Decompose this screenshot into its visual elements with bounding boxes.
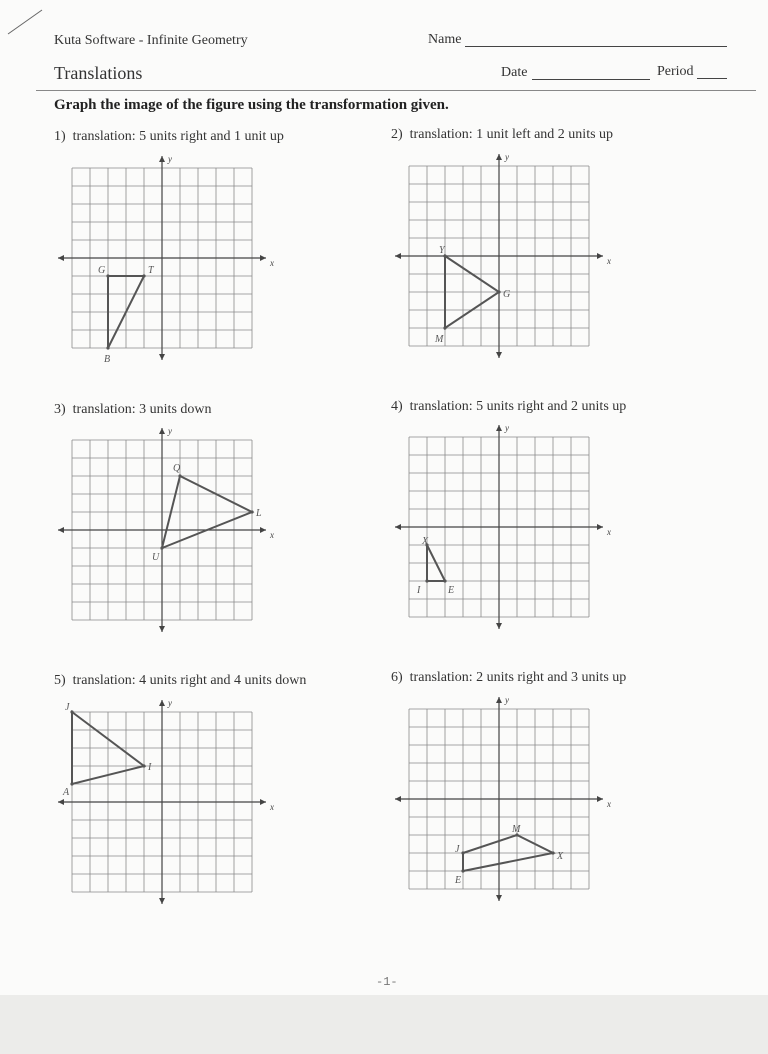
vertex-G xyxy=(497,290,500,293)
vertex-L xyxy=(250,510,253,513)
graph-2[interactable] xyxy=(379,146,619,386)
vertex-label-G: G xyxy=(98,265,106,276)
graph-4[interactable] xyxy=(379,417,619,657)
y-axis-arrow-up xyxy=(496,425,502,431)
y-axis-arrow-up xyxy=(159,428,165,434)
vertex-T xyxy=(142,274,145,277)
vertex-label-I: I xyxy=(417,585,421,596)
page-number: -1- xyxy=(376,975,398,989)
vertex-J xyxy=(70,710,73,713)
x-axis-arrow-right xyxy=(597,796,603,802)
problem-4-label: 4) translation: 5 units right and 2 units up xyxy=(391,399,627,414)
x-axis-label: x xyxy=(607,799,611,809)
x-axis-arrow-right xyxy=(597,524,603,530)
vertex-label-J: J xyxy=(65,702,70,713)
x-axis-arrow-left xyxy=(58,799,64,805)
y-axis-arrow-down xyxy=(496,623,502,629)
vertex-label-I: I xyxy=(148,762,152,773)
vertex-label-B: B xyxy=(104,354,111,365)
x-axis-arrow-right xyxy=(260,527,266,533)
period-field[interactable] xyxy=(697,78,727,79)
vertex-E xyxy=(443,579,446,582)
vertex-I xyxy=(425,579,428,582)
vertex-label-E: E xyxy=(455,875,462,886)
vertex-G xyxy=(106,274,109,277)
vertex-label-U: U xyxy=(152,552,160,563)
period-label: Period xyxy=(657,64,694,79)
x-axis-arrow-left xyxy=(395,796,401,802)
vertex-label-A: A xyxy=(63,787,70,798)
vertex-I xyxy=(142,764,145,767)
y-axis-arrow-up xyxy=(159,700,165,706)
x-axis-label: x xyxy=(607,527,611,537)
page-title: Translations xyxy=(54,63,143,83)
vertex-label-G: G xyxy=(503,289,511,300)
y-axis-arrow-up xyxy=(159,156,165,162)
graph-1[interactable] xyxy=(42,148,282,388)
vertex-label-J: J xyxy=(455,844,460,855)
date-field[interactable] xyxy=(532,79,650,80)
vertex-B xyxy=(106,346,109,349)
y-axis-arrow-down xyxy=(496,895,502,901)
vertex-A xyxy=(70,782,73,785)
vertex-label-X: X xyxy=(557,851,564,862)
name-field[interactable] xyxy=(465,46,727,47)
date-label: Date xyxy=(501,65,528,80)
vertex-U xyxy=(160,546,163,549)
vertex-label-Y: Y xyxy=(439,245,445,256)
vertex-label-L: L xyxy=(256,508,262,519)
name-label: Name xyxy=(428,32,462,47)
x-axis-arrow-left xyxy=(395,524,401,530)
graph-3[interactable] xyxy=(42,420,282,660)
x-axis-arrow-right xyxy=(260,255,266,261)
y-axis-arrow-down xyxy=(159,626,165,632)
y-axis-label: y xyxy=(505,423,509,433)
header-divider xyxy=(36,90,756,91)
vertex-E xyxy=(461,869,464,872)
x-axis-arrow-left xyxy=(395,253,401,259)
y-axis-arrow-down xyxy=(159,898,165,904)
x-axis-arrow-left xyxy=(58,255,64,261)
vertex-label-M: M xyxy=(512,824,521,835)
graph-5[interactable] xyxy=(42,692,282,932)
vertex-X xyxy=(551,851,554,854)
problem-5-label: 5) translation: 4 units right and 4 units down xyxy=(54,673,307,688)
y-axis-arrow-down xyxy=(159,354,165,360)
vertex-M xyxy=(443,326,446,329)
x-axis-label: x xyxy=(270,802,274,812)
vertex-J xyxy=(461,851,464,854)
x-axis-label: x xyxy=(270,258,274,268)
x-axis-label: x xyxy=(607,256,611,266)
pencil-mark xyxy=(0,0,60,40)
graph-6[interactable] xyxy=(379,689,619,929)
y-axis-label: y xyxy=(505,695,509,705)
problem-6-label: 6) translation: 2 units right and 3 units up xyxy=(391,670,627,685)
y-axis-label: y xyxy=(168,698,172,708)
vertex-label-Q: Q xyxy=(173,463,181,474)
vertex-label-E: E xyxy=(448,585,455,596)
x-axis-arrow-right xyxy=(260,799,266,805)
problem-3-label: 3) translation: 3 units down xyxy=(54,402,212,417)
y-axis-arrow-up xyxy=(496,697,502,703)
y-axis-arrow-down xyxy=(496,352,502,358)
y-axis-label: y xyxy=(505,152,509,162)
y-axis-label: y xyxy=(168,426,172,436)
publisher-label: Kuta Software - Infinite Geometry xyxy=(54,33,248,48)
vertex-Q xyxy=(178,474,181,477)
x-axis-arrow-right xyxy=(597,253,603,259)
problem-1-label: 1) translation: 5 units right and 1 unit up xyxy=(54,129,284,144)
vertex-label-X: X xyxy=(422,536,429,547)
instructions: Graph the image of the figure using the transformation given. xyxy=(54,97,449,113)
vertex-label-T: T xyxy=(148,265,154,276)
scan-margin xyxy=(0,995,768,1054)
y-axis-arrow-up xyxy=(496,154,502,160)
vertex-label-M: M xyxy=(435,334,444,345)
y-axis-label: y xyxy=(168,154,172,164)
x-axis-label: x xyxy=(270,530,274,540)
problem-2-label: 2) translation: 1 unit left and 2 units up xyxy=(391,127,614,142)
x-axis-arrow-left xyxy=(58,527,64,533)
